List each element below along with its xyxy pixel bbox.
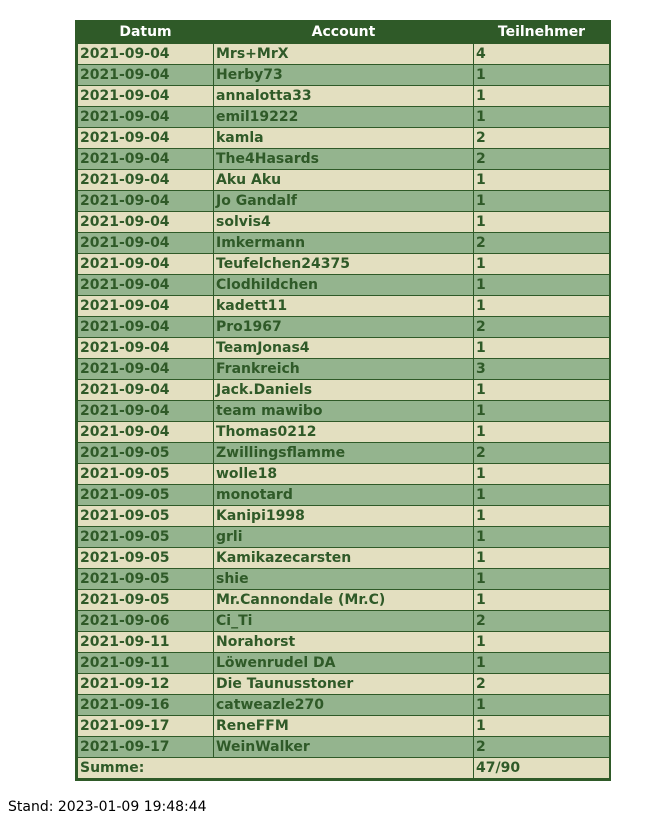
- table-row: [78, 589, 610, 610]
- cell-datum: 2021-09-16: [78, 694, 214, 715]
- cell-teilnehmer: 1: [474, 589, 610, 610]
- cell-datum: 2021-09-04: [78, 316, 214, 337]
- cell-teilnehmer: 1: [474, 211, 610, 232]
- table-row: [78, 652, 610, 673]
- cell-datum: 2021-09-17: [78, 715, 214, 736]
- table-row: [78, 610, 610, 631]
- cell-account: Ci_Ti: [214, 610, 474, 631]
- cell-datum: 2021-09-04: [78, 127, 214, 148]
- cell-teilnehmer: 1: [474, 295, 610, 316]
- cell-datum: 2021-09-04: [78, 274, 214, 295]
- cell-teilnehmer: 2: [474, 673, 610, 694]
- table-row: [78, 568, 610, 589]
- cell-account: Jack.Daniels: [214, 379, 474, 400]
- cell-datum: 2021-09-17: [78, 736, 214, 757]
- cell-datum: 2021-09-05: [78, 505, 214, 526]
- cell-datum: 2021-09-04: [78, 43, 214, 64]
- cell-account: monotard: [214, 484, 474, 505]
- cell-teilnehmer: 2: [474, 442, 610, 463]
- cell-datum: 2021-09-04: [78, 85, 214, 106]
- cell-account: Aku Aku: [214, 169, 474, 190]
- table-row: [78, 694, 610, 715]
- cell-datum: 2021-09-04: [78, 190, 214, 211]
- cell-account: Frankreich: [214, 358, 474, 379]
- cell-teilnehmer: 1: [474, 337, 610, 358]
- cell-datum: 2021-09-04: [78, 421, 214, 442]
- table-row: [78, 253, 610, 274]
- table-row: [78, 127, 610, 148]
- table-row: [78, 169, 610, 190]
- cell-teilnehmer: 1: [474, 190, 610, 211]
- cell-account: Mrs+MrX: [214, 43, 474, 64]
- sum-value: 47/90: [474, 757, 610, 778]
- cell-datum: 2021-09-04: [78, 148, 214, 169]
- table-row: [78, 148, 610, 169]
- cell-account: solvis4: [214, 211, 474, 232]
- cell-account: grli: [214, 526, 474, 547]
- table-row: [78, 337, 610, 358]
- cell-teilnehmer: 1: [474, 379, 610, 400]
- table-row: [78, 463, 610, 484]
- table-row: [78, 85, 610, 106]
- table-row: [78, 295, 610, 316]
- table-row: [78, 379, 610, 400]
- cell-account: catweazle270: [214, 694, 474, 715]
- cell-datum: 2021-09-04: [78, 253, 214, 274]
- table-row: [78, 526, 610, 547]
- table-row: [78, 442, 610, 463]
- cell-datum: 2021-09-05: [78, 484, 214, 505]
- cell-account: Kanipi1998: [214, 505, 474, 526]
- cell-teilnehmer: 1: [474, 400, 610, 421]
- table-row: [78, 274, 610, 295]
- sum-label: Summe:: [78, 757, 474, 778]
- table-header-row: [78, 22, 610, 43]
- cell-account: kamla: [214, 127, 474, 148]
- cell-account: Teufelchen24375: [214, 253, 474, 274]
- cell-account: Herby73: [214, 64, 474, 85]
- table-row: [78, 673, 610, 694]
- cell-datum: 2021-09-04: [78, 400, 214, 421]
- last-updated-text: Stand: 2023-01-09 19:48:44: [8, 799, 207, 815]
- cell-account: Jo Gandalf: [214, 190, 474, 211]
- table-row: [78, 358, 610, 379]
- table-row: [78, 106, 610, 127]
- cell-account: Norahorst: [214, 631, 474, 652]
- cell-teilnehmer: 1: [474, 85, 610, 106]
- cell-account: The4Hasards: [214, 148, 474, 169]
- cell-datum: 2021-09-06: [78, 610, 214, 631]
- table-row: [78, 400, 610, 421]
- table-row: [78, 232, 610, 253]
- participants-table-container: [75, 20, 611, 781]
- cell-teilnehmer: 1: [474, 169, 610, 190]
- cell-teilnehmer: 1: [474, 715, 610, 736]
- cell-teilnehmer: 1: [474, 694, 610, 715]
- cell-datum: 2021-09-11: [78, 652, 214, 673]
- table-row: [78, 211, 610, 232]
- cell-datum: 2021-09-05: [78, 589, 214, 610]
- cell-teilnehmer: 1: [474, 421, 610, 442]
- cell-account: Zwillingsflamme: [214, 442, 474, 463]
- cell-teilnehmer: 1: [474, 652, 610, 673]
- cell-datum: 2021-09-05: [78, 463, 214, 484]
- cell-datum: 2021-09-05: [78, 442, 214, 463]
- cell-datum: 2021-09-04: [78, 211, 214, 232]
- cell-account: Löwenrudel DA: [214, 652, 474, 673]
- cell-account: emil19222: [214, 106, 474, 127]
- table-row: [78, 484, 610, 505]
- cell-account: WeinWalker: [214, 736, 474, 757]
- cell-account: ReneFFM: [214, 715, 474, 736]
- cell-account: Mr.Cannondale (Mr.C): [214, 589, 474, 610]
- header-account: Account: [214, 22, 474, 43]
- cell-account: Clodhildchen: [214, 274, 474, 295]
- cell-datum: 2021-09-12: [78, 673, 214, 694]
- cell-account: team mawibo: [214, 400, 474, 421]
- cell-teilnehmer: 2: [474, 736, 610, 757]
- cell-teilnehmer: 1: [474, 253, 610, 274]
- table-row: [78, 715, 610, 736]
- cell-datum: 2021-09-04: [78, 379, 214, 400]
- cell-account: Imkermann: [214, 232, 474, 253]
- table-row: [78, 631, 610, 652]
- cell-datum: 2021-09-04: [78, 337, 214, 358]
- table-row: [78, 190, 610, 211]
- cell-teilnehmer: 4: [474, 43, 610, 64]
- cell-teilnehmer: 2: [474, 316, 610, 337]
- cell-teilnehmer: 1: [474, 106, 610, 127]
- cell-teilnehmer: 1: [474, 547, 610, 568]
- cell-account: Pro1967: [214, 316, 474, 337]
- cell-datum: 2021-09-05: [78, 526, 214, 547]
- cell-datum: 2021-09-04: [78, 169, 214, 190]
- cell-teilnehmer: 1: [474, 484, 610, 505]
- cell-teilnehmer: 2: [474, 610, 610, 631]
- cell-datum: 2021-09-11: [78, 631, 214, 652]
- cell-teilnehmer: 2: [474, 232, 610, 253]
- table-row: [78, 43, 610, 64]
- table-body: [78, 43, 610, 757]
- cell-account: kadett11: [214, 295, 474, 316]
- table-row: [78, 64, 610, 85]
- table-row: [78, 505, 610, 526]
- cell-teilnehmer: 1: [474, 505, 610, 526]
- cell-account: Die Taunusstoner: [214, 673, 474, 694]
- cell-account: shie: [214, 568, 474, 589]
- cell-account: TeamJonas4: [214, 337, 474, 358]
- cell-teilnehmer: 1: [474, 64, 610, 85]
- cell-account: Kamikazecarsten: [214, 547, 474, 568]
- cell-account: wolle18: [214, 463, 474, 484]
- table-row: [78, 316, 610, 337]
- cell-account: Thomas0212: [214, 421, 474, 442]
- participants-table: [77, 22, 610, 779]
- cell-teilnehmer: 2: [474, 127, 610, 148]
- table-row: [78, 736, 610, 757]
- cell-teilnehmer: 1: [474, 463, 610, 484]
- sum-row: [78, 757, 610, 778]
- table-row: [78, 421, 610, 442]
- cell-teilnehmer: 1: [474, 568, 610, 589]
- cell-teilnehmer: 1: [474, 274, 610, 295]
- cell-datum: 2021-09-04: [78, 295, 214, 316]
- cell-datum: 2021-09-04: [78, 64, 214, 85]
- cell-datum: 2021-09-05: [78, 568, 214, 589]
- cell-datum: 2021-09-04: [78, 106, 214, 127]
- cell-teilnehmer: 3: [474, 358, 610, 379]
- cell-account: annalotta33: [214, 85, 474, 106]
- cell-teilnehmer: 2: [474, 148, 610, 169]
- cell-datum: 2021-09-04: [78, 358, 214, 379]
- cell-teilnehmer: 1: [474, 526, 610, 547]
- header-datum: Datum: [78, 22, 214, 43]
- table-row: [78, 547, 610, 568]
- cell-teilnehmer: 1: [474, 631, 610, 652]
- cell-datum: 2021-09-04: [78, 232, 214, 253]
- header-teilnehmer: Teilnehmer: [474, 22, 610, 43]
- cell-datum: 2021-09-05: [78, 547, 214, 568]
